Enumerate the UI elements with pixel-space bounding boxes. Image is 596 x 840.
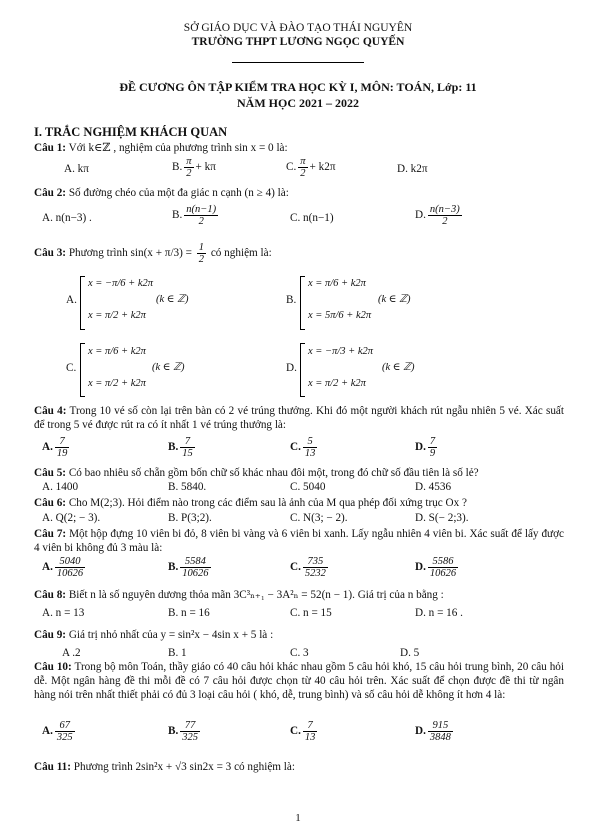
q3-c-bracket: [80, 343, 85, 397]
q3-c-root2: x = π/2 + k2π: [88, 378, 146, 389]
q5-option-a: A. 1400: [42, 481, 79, 493]
question-6: Câu 6: Cho M(2;3). Hỏi điểm nào trong các điểm sau là ảnh của M qua phép đối xứng trục Ox ?: [34, 497, 467, 509]
q6-option-c: C. N(3; − 2).: [290, 512, 348, 524]
q2-option-b: B. $\frac{n(n-1)}{2}$: [172, 204, 217, 227]
q3-a-bracket: [80, 276, 85, 330]
q9-option-a: A .2: [62, 647, 81, 659]
q6-option-b: B. P(3;2).: [168, 512, 212, 524]
question-label: Câu 1:: [34, 142, 67, 154]
q6-option-d: D. S(− 2;3).: [415, 512, 469, 524]
q2-option-a: A. n(n−3) .: [42, 212, 92, 224]
question-2: Câu 2: Số đường chéo của một đa giác n cạnh (n ≥ 4) là:: [34, 187, 289, 199]
question-11: Câu 11: Phương trình 2sin²x + √3 sin2x = 3 có nghiệm là:: [34, 761, 295, 773]
question-8: Câu 8: Biết n là số nguyên dương thỏa mãn 3C³ₙ₊₁ − 3A²ₙ = 52(n − 1). Giá trị của n bằng :: [34, 589, 444, 601]
q3-a-root2: x = π/2 + k2π: [88, 310, 146, 321]
q10-option-c: C. $\frac{7}{13}$: [290, 720, 316, 743]
q6-option-a: A. Q(2; − 3).: [42, 512, 101, 524]
question-5: Câu 5: Có bao nhiêu số chẵn gồm bốn chữ số khác nhau đôi một, trong đó chữ số đầu tiên là số lẻ?: [34, 467, 479, 479]
q4-option-a: A. $\frac{7}{19}$: [42, 436, 68, 459]
q7-option-a: A. $\frac{5040}{10626}$: [42, 556, 84, 579]
q10-option-a: A. $\frac{67}{325}$: [42, 720, 73, 743]
q7-option-d: D. $\frac{5586}{10626}$: [415, 556, 457, 579]
q1-option-d: D. k2π: [397, 163, 428, 175]
q2-option-c: C. n(n−1): [290, 212, 334, 224]
header-divider: [232, 62, 364, 63]
q5-option-d: D. 4536: [415, 481, 452, 493]
question-text: Với k∈ℤ , nghiệm của phương trình sin x = 0 là:: [68, 142, 288, 154]
document-title: ĐỀ CƯƠNG ÔN TẬP KIỂM TRA HỌC KỲ I, MÔN: TOÁN, Lớp: 11: [119, 80, 477, 94]
q9-option-c: C. 3: [290, 647, 309, 659]
department-name: SỞ GIÁO DỤC VÀ ĐÀO TẠO THÁI NGUYÊN: [183, 22, 413, 34]
q3-option-b-label: B.: [286, 294, 297, 306]
question-4: Câu 4: Trong 10 vé số còn lại trên bàn có 2 vé trúng thưởng. Khi đó một người khách rút ngẫu nhiên 5 vé. Xác suất để trong 5 vé được rút ra có ít nhất 1 vé trúng thưởng là:: [34, 405, 564, 431]
q3-b-k: (k ∈ ℤ): [378, 294, 411, 305]
q4-option-d: D. $\frac{7}{9}$: [415, 436, 436, 459]
q5-option-b: B. 5840.: [168, 481, 207, 493]
school-name: TRƯỜNG THPT LƯƠNG NGỌC QUYẾN: [191, 36, 405, 48]
q3-option-a-label: A.: [66, 294, 77, 306]
q3-d-bracket: [300, 343, 305, 397]
school-year: NĂM HỌC 2021 – 2022: [237, 96, 359, 110]
q3-c-k: (k ∈ ℤ): [152, 362, 185, 373]
section-heading: I. TRẮC NGHIỆM KHÁCH QUAN: [34, 125, 228, 139]
q1-option-c: C. $\frac{\pi}{2}$ + k2π: [286, 156, 336, 179]
question-9: Câu 9: Giá trị nhỏ nhất của y = sin²x − 4sin x + 5 là :: [34, 629, 274, 641]
q1-option-b: B. $\frac{\pi}{2}$ + kπ: [172, 156, 216, 179]
q3-b-root2: x = 5π/6 + k2π: [308, 310, 372, 321]
q10-option-b: B. $\frac{77}{325}$: [168, 720, 199, 743]
q3-b-root1: x = π/6 + k2π: [308, 278, 366, 289]
q3-b-bracket: [300, 276, 305, 330]
q2-option-d: D. $\frac{n(n-3)}{2}$: [415, 204, 460, 227]
q9-option-d: D. 5: [400, 647, 420, 659]
q8-option-d: D. n = 16 .: [415, 607, 463, 619]
q7-option-c: C. $\frac{735}{5232}$: [290, 556, 326, 579]
q8-option-a: A. n = 13: [42, 607, 85, 619]
q4-option-c: C. $\frac{5}{13}$: [290, 436, 316, 459]
q8-option-c: C. n = 15: [290, 607, 332, 619]
q7-option-b: B. $\frac{5584}{10626}$: [168, 556, 209, 579]
q8-option-b: B. n = 16: [168, 607, 210, 619]
q9-option-b: B. 1: [168, 647, 187, 659]
page-number: 1: [295, 812, 301, 824]
q3-option-c-label: C.: [66, 362, 77, 374]
question-7: Câu 7: Một hộp đựng 10 viên bi đỏ, 8 viên bi vàng và 6 viên bi xanh. Lấy ngẫu nhiên 4 viên bi. Xác suất để lấy được 4 viên bi không đủ 3 màu là:: [34, 528, 564, 554]
question-10: Câu 10: Trong bộ môn Toán, thầy giáo có 40 câu hỏi khác nhau gồm 5 câu hỏi khó, 15 câu hỏi trung bình, 20 câu hỏi dễ. Một ngân hàng đề thi mỗi đề có 7 câu hỏi được chọn từ 40 câu hỏi trên. Xác suất để chọn được đề thi từ ngân hàng nói trên nhất thiết phải có đủ 3 loại câu hỏi ( khó, dễ, trung bình) và số câu hỏi dễ không ít hơn 4 là:: [34, 661, 564, 701]
q3-d-k: (k ∈ ℤ): [382, 362, 415, 373]
q3-d-root2: x = π/2 + k2π: [308, 378, 366, 389]
q3-option-d-label: D.: [286, 362, 297, 374]
q3-d-root1: x = −π/3 + k2π: [308, 346, 374, 357]
question-1: [34, 141, 564, 155]
q1-option-a: A. kπ: [64, 163, 89, 175]
question-3: Câu 3: Phương trình sin(x + π/3) = $\frac{1}{2}$ có nghiệm là:: [34, 242, 272, 265]
q4-option-b: B. $\frac{7}{15}$: [168, 436, 193, 459]
q10-option-d: D. $\frac{915}{3848}$: [415, 720, 451, 743]
q5-option-c: C. 5040: [290, 481, 326, 493]
q3-a-root1: x = −π/6 + k2π: [88, 278, 154, 289]
q3-a-k: (k ∈ ℤ): [156, 294, 189, 305]
q3-c-root1: x = π/6 + k2π: [88, 346, 146, 357]
